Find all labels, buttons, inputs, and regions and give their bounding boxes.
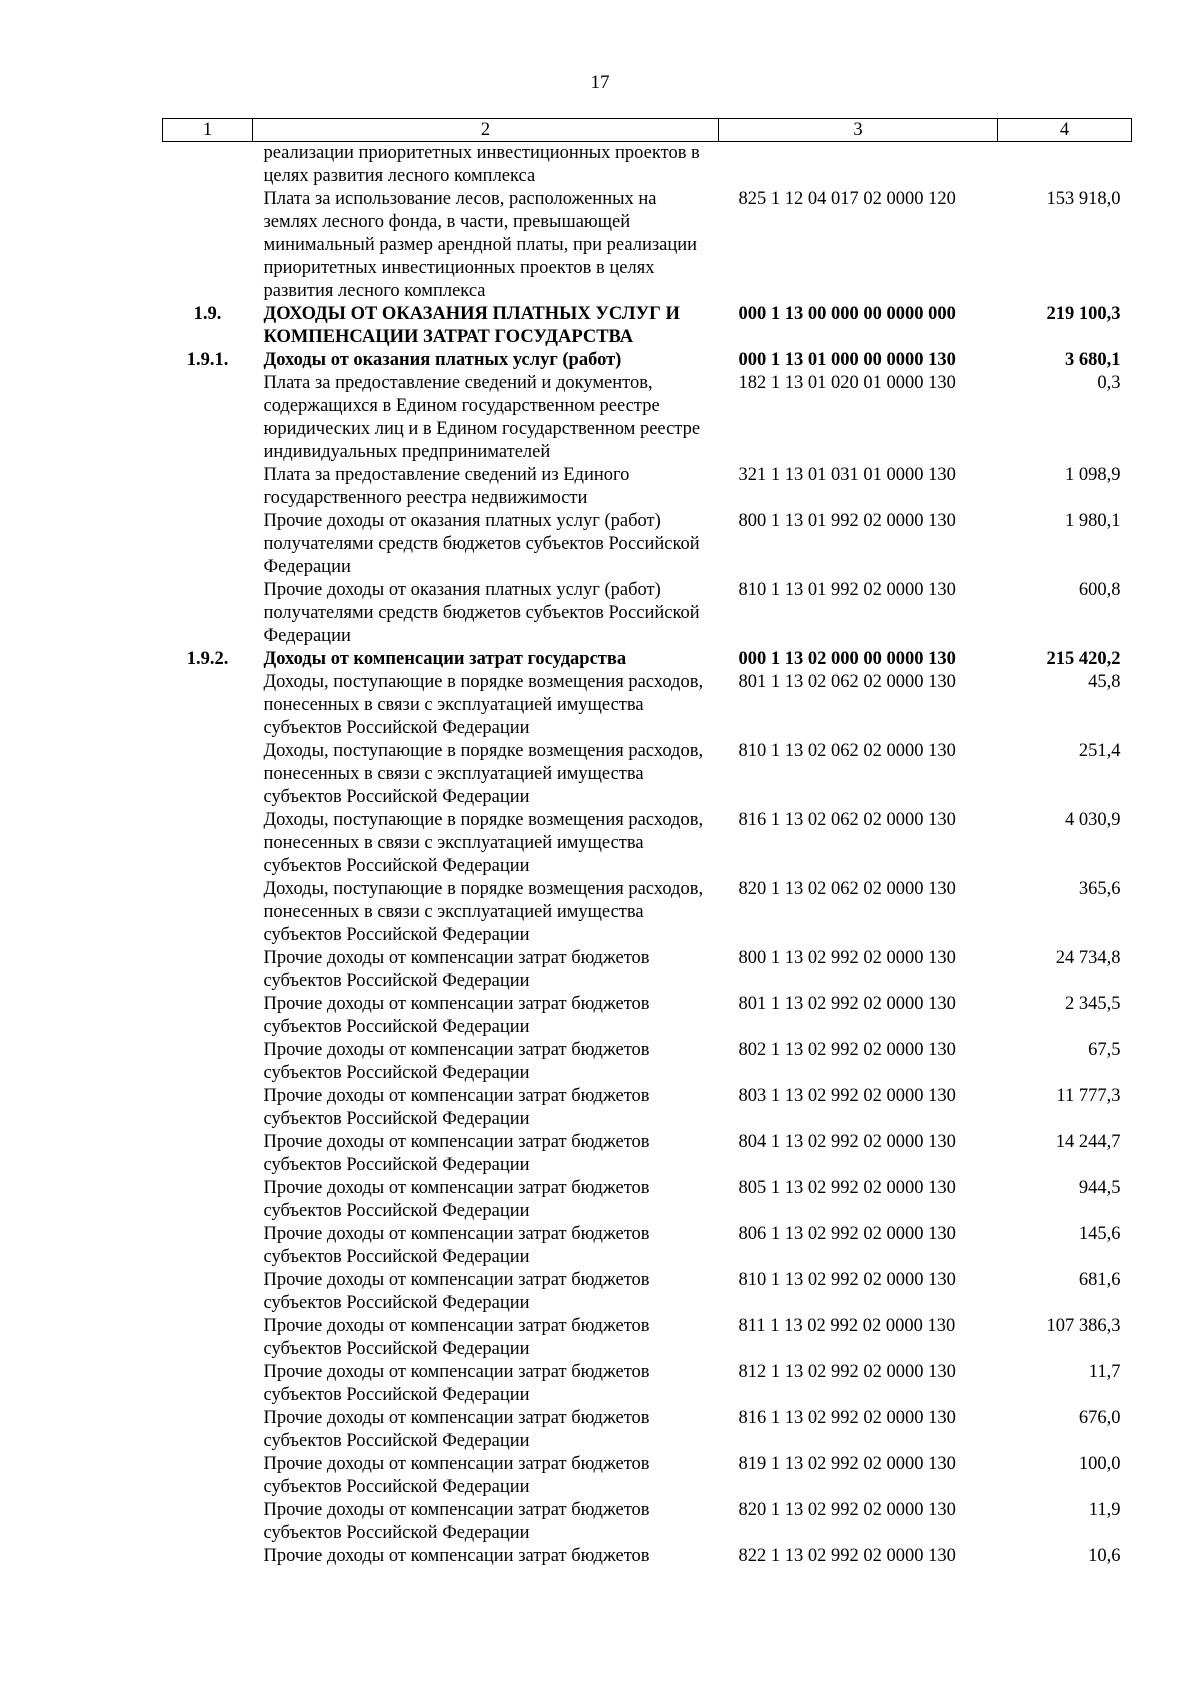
row-name: Прочие доходы от компенсации затрат бюджетов субъектов Российской Федерации bbox=[263, 1454, 650, 1497]
row-number bbox=[163, 1499, 253, 1545]
row-amount: 365,6 bbox=[1078, 879, 1121, 899]
row-code: 000 1 13 02 000 00 0000 130 bbox=[738, 649, 956, 669]
row-amount: 11,7 bbox=[1088, 1362, 1121, 1382]
row-code: 812 1 13 02 992 02 0000 130 bbox=[738, 1362, 956, 1382]
table-row bbox=[163, 1039, 1132, 1085]
table-row bbox=[163, 1085, 1132, 1131]
row-name: Прочие доходы от компенсации затрат бюджетов субъектов Российской Федерации bbox=[263, 948, 650, 991]
row-amount: 4 030,9 bbox=[1065, 810, 1121, 830]
header-col-1: 1 bbox=[163, 119, 253, 142]
table-header bbox=[163, 119, 1132, 142]
row-number bbox=[163, 993, 253, 1039]
row-code: 182 1 13 01 020 01 0000 130 bbox=[738, 373, 956, 393]
row-code bbox=[719, 142, 998, 189]
row-code: 805 1 13 02 992 02 0000 130 bbox=[738, 1178, 956, 1198]
row-number bbox=[163, 947, 253, 993]
header-row bbox=[163, 119, 1132, 142]
row-number bbox=[163, 1315, 253, 1361]
table-row bbox=[163, 1315, 1132, 1361]
row-number bbox=[163, 740, 253, 809]
table-row bbox=[163, 947, 1132, 993]
table-row bbox=[163, 809, 1132, 878]
row-code: 800 1 13 02 992 02 0000 130 bbox=[738, 948, 956, 968]
row-name: Прочие доходы от компенсации затрат бюджетов субъектов Российской Федерации bbox=[263, 994, 650, 1037]
row-number bbox=[163, 1453, 253, 1499]
row-number bbox=[163, 464, 253, 510]
page-number: 17 bbox=[590, 72, 610, 93]
table-row bbox=[163, 1545, 1132, 1568]
row-number bbox=[163, 579, 253, 648]
row-name: Плата за предоставление сведений и документов, содержащихся в Едином государственном реестре юридических лиц и в Едином государственном реестре индивидуальных предпринимателей bbox=[263, 373, 701, 462]
row-amount: 24 734,8 bbox=[1055, 948, 1121, 968]
table-row bbox=[163, 349, 1132, 372]
table-body bbox=[163, 142, 1132, 1569]
row-number bbox=[163, 188, 253, 303]
header-col-2: 2 bbox=[253, 119, 719, 142]
table-row bbox=[163, 1269, 1132, 1315]
row-name: реализации приоритетных инвестиционных проектов в целях развития лесного комплекса bbox=[263, 143, 700, 186]
row-amount: 45,8 bbox=[1088, 672, 1121, 692]
row-name: Прочие доходы от компенсации затрат бюджетов субъектов Российской Федерации bbox=[263, 1270, 650, 1313]
row-name: Доходы от оказания платных услуг (работ) bbox=[263, 350, 622, 370]
row-name: Доходы от компенсации затрат государства bbox=[263, 649, 627, 669]
row-number bbox=[163, 809, 253, 878]
row-number bbox=[163, 510, 253, 579]
row-amount: 67,5 bbox=[1088, 1040, 1121, 1060]
row-name: Прочие доходы от компенсации затрат бюджетов субъектов Российской Федерации bbox=[263, 1316, 650, 1359]
table-row bbox=[163, 878, 1132, 947]
row-code: 321 1 13 01 031 01 0000 130 bbox=[738, 465, 956, 485]
row-name: Плата за предоставление сведений из Единого государственного реестра недвижимости bbox=[263, 465, 630, 508]
row-amount: 3 680,1 bbox=[1065, 350, 1121, 370]
row-code: 819 1 13 02 992 02 0000 130 bbox=[738, 1454, 956, 1474]
row-amount: 14 244,7 bbox=[1055, 1132, 1121, 1152]
row-number: 1.9. bbox=[193, 304, 222, 324]
row-number bbox=[163, 1085, 253, 1131]
row-name: Прочие доходы от компенсации затрат бюджетов субъектов Российской Федерации bbox=[263, 1362, 650, 1405]
row-amount bbox=[998, 142, 1132, 189]
row-amount: 10,6 bbox=[1088, 1546, 1121, 1566]
row-name: Прочие доходы от компенсации затрат бюджетов субъектов Российской Федерации bbox=[263, 1500, 650, 1543]
table-row bbox=[163, 1131, 1132, 1177]
row-code: 820 1 13 02 062 02 0000 130 bbox=[738, 879, 956, 899]
row-amount: 11,9 bbox=[1088, 1500, 1121, 1520]
row-amount: 145,6 bbox=[1078, 1224, 1121, 1244]
row-amount: 11 777,3 bbox=[1056, 1086, 1121, 1106]
row-number bbox=[163, 1131, 253, 1177]
table-row bbox=[163, 372, 1132, 464]
row-amount: 100,0 bbox=[1078, 1454, 1121, 1474]
table-row bbox=[163, 579, 1132, 648]
revenue-table bbox=[162, 118, 1132, 1568]
row-name: Доходы, поступающие в порядке возмещения расходов, понесенных в связи с эксплуатацией имущества субъектов Российской Федерации bbox=[263, 879, 704, 945]
row-number bbox=[163, 1269, 253, 1315]
row-code: 820 1 13 02 992 02 0000 130 bbox=[738, 1500, 956, 1520]
table-row bbox=[163, 1453, 1132, 1499]
row-name: Прочие доходы от компенсации затрат бюджетов субъектов Российской Федерации bbox=[263, 1086, 650, 1129]
table-row bbox=[163, 303, 1132, 349]
row-code: 810 1 13 02 062 02 0000 130 bbox=[738, 741, 956, 761]
row-code: 825 1 12 04 017 02 0000 120 bbox=[738, 189, 956, 209]
row-number: 1.9.1. bbox=[186, 350, 229, 370]
row-name: Прочие доходы от оказания платных услуг (работ) получателями средств бюджетов субъектов Российской Федерации bbox=[263, 511, 700, 577]
row-name: Прочие доходы от компенсации затрат бюджетов субъектов Российской Федерации bbox=[263, 1132, 650, 1175]
row-code: 804 1 13 02 992 02 0000 130 bbox=[738, 1132, 956, 1152]
row-number bbox=[163, 1223, 253, 1269]
row-name: Прочие доходы от оказания платных услуг (работ) получателями средств бюджетов субъектов Российской Федерации bbox=[263, 580, 700, 646]
row-number bbox=[163, 372, 253, 464]
header-col-4: 4 bbox=[998, 119, 1132, 142]
row-code: 801 1 13 02 992 02 0000 130 bbox=[738, 994, 956, 1014]
row-code: 810 1 13 01 992 02 0000 130 bbox=[738, 580, 956, 600]
row-name: Доходы, поступающие в порядке возмещения расходов, понесенных в связи с эксплуатацией имущества субъектов Российской Федерации bbox=[263, 672, 704, 738]
row-amount: 1 098,9 bbox=[1065, 465, 1121, 485]
row-code: 803 1 13 02 992 02 0000 130 bbox=[738, 1086, 956, 1106]
row-amount: 681,6 bbox=[1078, 1270, 1121, 1290]
row-number bbox=[163, 1177, 253, 1223]
table-row bbox=[163, 1177, 1132, 1223]
row-amount: 2 345,5 bbox=[1065, 994, 1121, 1014]
row-number: 1.9.2. bbox=[186, 649, 229, 669]
row-amount: 0,3 bbox=[1097, 373, 1121, 393]
row-code: 801 1 13 02 062 02 0000 130 bbox=[738, 672, 956, 692]
row-name: Доходы, поступающие в порядке возмещения расходов, понесенных в связи с эксплуатацией имущества субъектов Российской Федерации bbox=[263, 810, 704, 876]
table-row bbox=[163, 993, 1132, 1039]
row-name: Прочие доходы от компенсации затрат бюджетов субъектов Российской Федерации bbox=[263, 1224, 650, 1267]
row-number bbox=[163, 1361, 253, 1407]
row-name: Прочие доходы от компенсации затрат бюджетов субъектов Российской Федерации bbox=[263, 1040, 650, 1083]
table-row bbox=[163, 1361, 1132, 1407]
row-number bbox=[163, 671, 253, 740]
row-number bbox=[163, 1545, 253, 1568]
table-row bbox=[163, 188, 1132, 303]
row-amount: 944,5 bbox=[1078, 1178, 1121, 1198]
table-row bbox=[163, 648, 1132, 671]
row-name: Прочие доходы от компенсации затрат бюджетов субъектов Российской Федерации bbox=[263, 1408, 650, 1451]
row-code: 822 1 13 02 992 02 0000 130 bbox=[738, 1546, 956, 1566]
table-row bbox=[163, 1223, 1132, 1269]
row-amount: 251,4 bbox=[1078, 741, 1121, 761]
table-row bbox=[163, 510, 1132, 579]
row-number bbox=[163, 1039, 253, 1085]
row-amount: 1 980,1 bbox=[1065, 511, 1121, 531]
row-number bbox=[163, 142, 253, 189]
table-row bbox=[163, 1499, 1132, 1545]
row-code: 000 1 13 01 000 00 0000 130 bbox=[738, 350, 956, 370]
row-name: Прочие доходы от компенсации затрат бюджетов субъектов Российской Федерации bbox=[263, 1178, 650, 1221]
row-name: Плата за использование лесов, расположенных на землях лесного фонда, в части, превышающей минимальный размер арендной платы, при реализации приоритетных инвестиционных проектов в целях развития лесного комплекса bbox=[263, 189, 698, 301]
row-amount: 153 918,0 bbox=[1046, 189, 1121, 209]
row-number bbox=[163, 878, 253, 947]
row-name: Доходы, поступающие в порядке возмещения расходов, понесенных в связи с эксплуатацией имущества субъектов Российской Федерации bbox=[263, 741, 704, 807]
table-row bbox=[163, 142, 1132, 189]
row-code: 000 1 13 00 000 00 0000 000 bbox=[738, 304, 956, 324]
row-amount: 219 100,3 bbox=[1046, 304, 1121, 324]
row-code: 811 1 13 02 992 02 0000 130 bbox=[738, 1316, 956, 1336]
table-row bbox=[163, 740, 1132, 809]
row-code: 816 1 13 02 992 02 0000 130 bbox=[738, 1408, 956, 1428]
header-col-3: 3 bbox=[719, 119, 998, 142]
row-amount: 107 386,3 bbox=[1046, 1316, 1121, 1336]
row-number bbox=[163, 1407, 253, 1453]
row-code: 806 1 13 02 992 02 0000 130 bbox=[738, 1224, 956, 1244]
row-code: 810 1 13 02 992 02 0000 130 bbox=[738, 1270, 956, 1290]
row-code: 800 1 13 01 992 02 0000 130 bbox=[738, 511, 956, 531]
table-row bbox=[163, 1407, 1132, 1453]
row-code: 816 1 13 02 062 02 0000 130 bbox=[738, 810, 956, 830]
table-row bbox=[163, 671, 1132, 740]
row-name: ДОХОДЫ ОТ ОКАЗАНИЯ ПЛАТНЫХ УСЛУГ И КОМПЕНСАЦИИ ЗАТРАТ ГОСУДАРСТВА bbox=[263, 304, 680, 347]
row-name: Прочие доходы от компенсации затрат бюджетов bbox=[263, 1546, 650, 1566]
row-code: 802 1 13 02 992 02 0000 130 bbox=[738, 1040, 956, 1060]
row-amount: 600,8 bbox=[1078, 580, 1121, 600]
row-amount: 676,0 bbox=[1078, 1408, 1121, 1428]
row-amount: 215 420,2 bbox=[1046, 649, 1121, 669]
table-row bbox=[163, 464, 1132, 510]
